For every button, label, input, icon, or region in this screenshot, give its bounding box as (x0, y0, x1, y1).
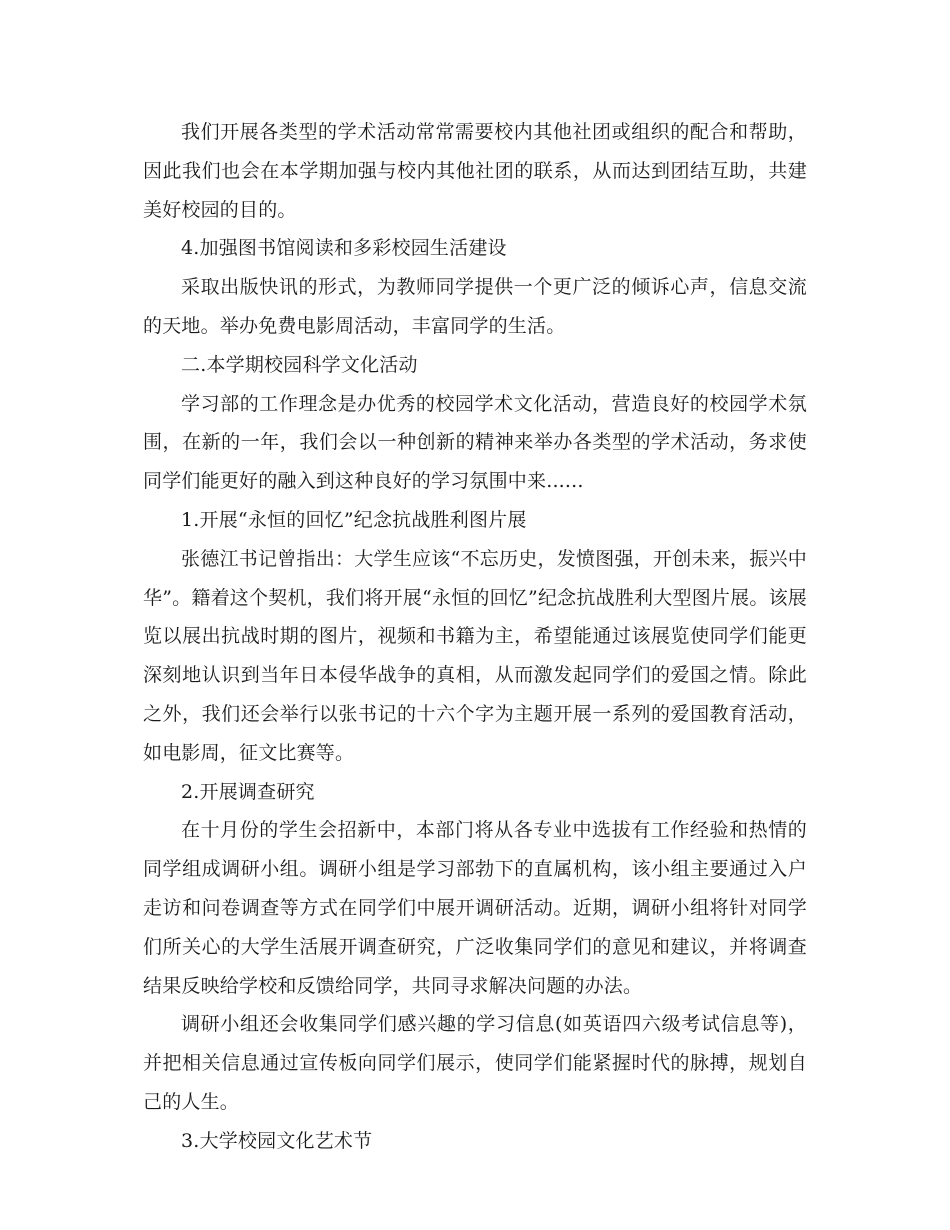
paragraph-exhibition: 张德江书记曾指出：大学生应该“不忘历史，发愤图强，开创未来，振兴中华”。籍着这个契机，我们将开展“永恒的回忆”纪念抗战胜利大型图片展。该展览以展出抗战时期的图片，视频和书籍为主，希望能通过该展览使同学们能更深刻地认识到当年日本侵华战争的真相，从而激发起同学们的爱国之情。除此之外，我们还会举行以张书记的十六个字为主题开展一系列的爱国教育活动，如电影周，征文比赛等。 (143, 547, 807, 764)
section-heading-library: 4.加强图书馆阅读和多彩校园生活建设 (181, 237, 507, 260)
paragraph-philosophy: 学习部的工作理念是办优秀的校园学术文化活动，营造良好的校园学术氛围，在新的一年，我们会以一种创新的精神来举办各类型的学术活动，务求使同学们能更好的融入到这种良好的学习氛围中来...... (143, 392, 807, 493)
paragraph-newsletter: 采取出版快讯的形式，为教师同学提供一个更广泛的倾诉心声，信息交流的天地。举办免费电影周活动，丰富同学的生活。 (143, 276, 807, 337)
document-body (143, 113, 807, 1161)
paragraph-research-info: 调研小组还会收集同学们感兴趣的学习信息(如英语四六级考试信息等)，并把相关信息通过宣传板向同学们展示，使同学们能紧握时代的脉搏，规划自己的人生。 (143, 1013, 807, 1113)
section-heading-research: 2.开展调查研究 (181, 780, 315, 803)
section-heading-exhibition: 1.开展“永恒的回忆”纪念抗战胜利图片展 (181, 508, 527, 531)
paragraph-research-group: 在十月份的学生会招新中，本部门将从各专业中选拔有工作经验和热情的同学组成调研小组。调研小组是学习部勃下的直属机构，该小组主要通过入户走访和问卷调查等方式在同学们中展开调研活动。近期，调研小组将针对同学们所关心的大学生活展开调查研究，广泛收集同学们的意见和建议，并将调查结果反映给学校和反馈给同学，共同寻求解决问题的办法。 (143, 819, 807, 997)
section-heading-activities: 二.本学期校园科学文化活动 (181, 353, 418, 376)
paragraph-cooperation: 我们开展各类型的学术活动常常需要校内其他社团或组织的配合和帮助，因此我们也会在本学期加强与校内其他社团的联系，从而达到团结互助，共建美好校园的目的。 (143, 121, 807, 221)
section-heading-festival: 3.大学校园文化艺术节 (181, 1129, 373, 1152)
